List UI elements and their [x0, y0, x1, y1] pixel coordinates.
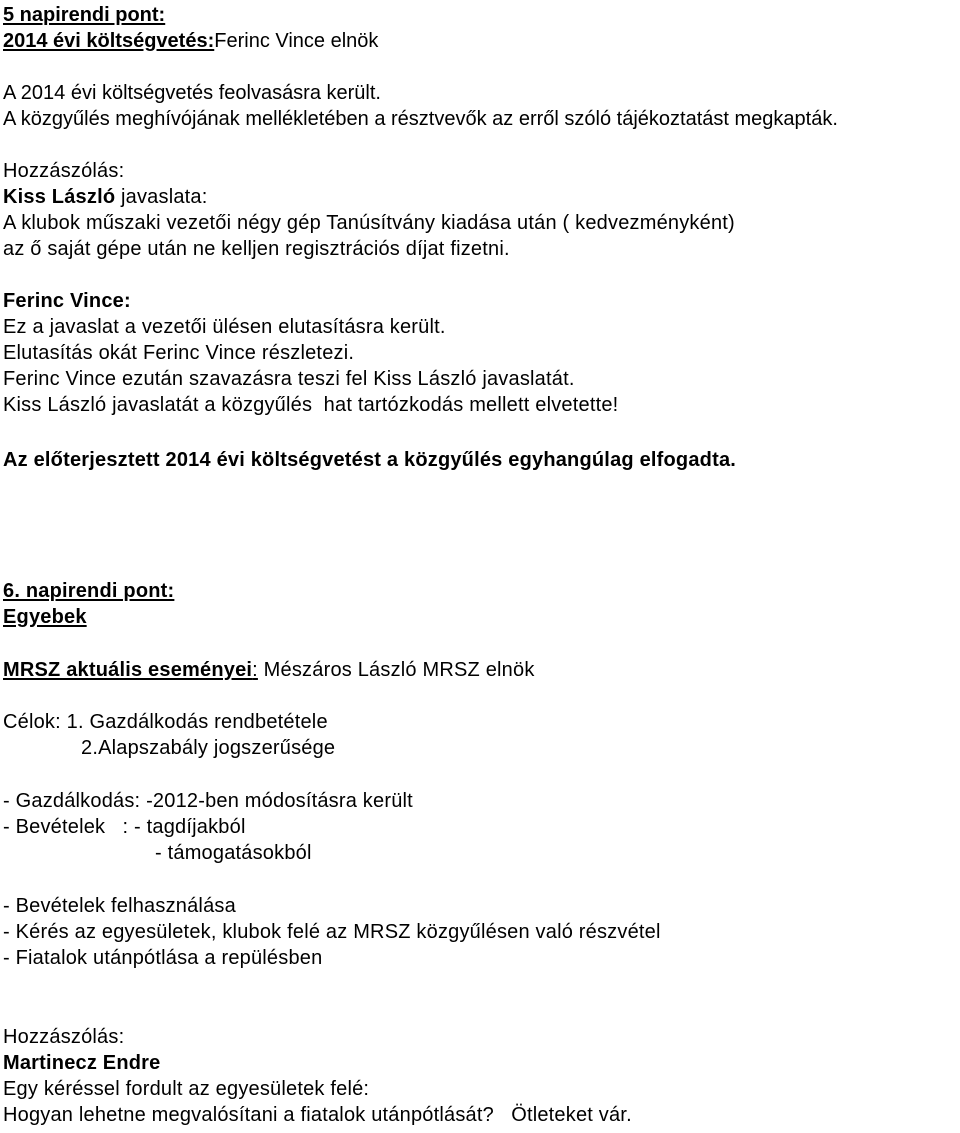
- item5-reply-3: Ferinc Vince ezután szavazásra teszi fel Kiss László javaslatát.: [3, 368, 575, 390]
- item6-comment-label: Hozzászólás:: [3, 1026, 125, 1048]
- item5-decision: Az előterjesztett 2014 évi költségvetést a közgyűlés egyhangúlag elfogadta.: [3, 449, 737, 471]
- item6-topic-bold: MRSZ aktuális eseményei: [3, 659, 253, 681]
- item5-speaker-1: [3, 184, 208, 210]
- item5-subheading: [3, 28, 378, 54]
- item6-speaker: Martinecz Endre: [3, 1052, 161, 1074]
- item5-paragraph-2: A közgyűlés meghívójának mellékletében a résztvevők az erről szóló tájékoztatást megkapták.: [3, 108, 838, 130]
- item5-subheading-bold: 2014 évi költségvetés:: [3, 30, 215, 52]
- item6-goals-line-2: 2.Alapszabály jogszerűsége: [81, 737, 336, 759]
- item6-subheading: Egyebek: [3, 606, 87, 628]
- item5-paragraph-1: A 2014 évi költségvetés feolvasásra került.: [3, 82, 381, 104]
- item5-reply-2: Elutasítás okát Ferinc Vince részletezi.: [3, 342, 355, 364]
- item6-list-6: - Fiatalok utánpótlása a repülésben: [3, 947, 323, 969]
- item5-comment-label: Hozzászólás:: [3, 160, 125, 182]
- item6-list-4: - Bevételek felhasználása: [3, 895, 236, 917]
- item5-heading: 5 napirendi pont:: [3, 4, 166, 26]
- item5-subheading-rest: Ferinc Vince elnök: [214, 30, 379, 52]
- item6-list-5: - Kérés az egyesületek, klubok felé az MRSZ közgyűlésen való részvétel: [3, 921, 661, 943]
- item6-topic-rest: Mészáros László MRSZ elnök: [257, 659, 535, 681]
- item5-proposal-line-1: A klubok műszaki vezetői négy gép Tanúsítvány kiadása után ( kedvezményként): [3, 212, 735, 234]
- item6-goals-line-1: Célok: 1. Gazdálkodás rendbetétele: [3, 711, 328, 733]
- item6-list-2: - Bevételek : - tagdíjakból: [3, 816, 246, 838]
- item5-speaker-1-name: Kiss László: [3, 186, 116, 208]
- item6-heading: 6. napirendi pont:: [3, 580, 175, 602]
- item6-line-1: Egy kéréssel fordult az egyesületek felé:: [3, 1078, 370, 1100]
- item5-proposal-line-2: az ő saját gépe után ne kelljen regisztrációs díjat fizetni.: [3, 238, 510, 260]
- item6-list-3: - támogatásokból: [155, 842, 312, 864]
- item6-line-2: Hogyan lehetne megvalósítani a fiatalok utánpótlását? Ötleteket vár.: [3, 1104, 632, 1126]
- item5-speaker-2: Ferinc Vince:: [3, 290, 131, 312]
- item5-reply-1: Ez a javaslat a vezetői ülésen elutasításra került.: [3, 316, 446, 338]
- item5-speaker-1-rest: javaslata:: [115, 186, 208, 208]
- item6-topic: [3, 657, 535, 683]
- item6-topic-colon: :: [252, 659, 258, 681]
- item5-reply-4: Kiss László javaslatát a közgyűlés hat tartózkodás mellett elvetette!: [3, 394, 619, 416]
- item6-list-1: - Gazdálkodás: -2012-ben módosításra került: [3, 790, 413, 812]
